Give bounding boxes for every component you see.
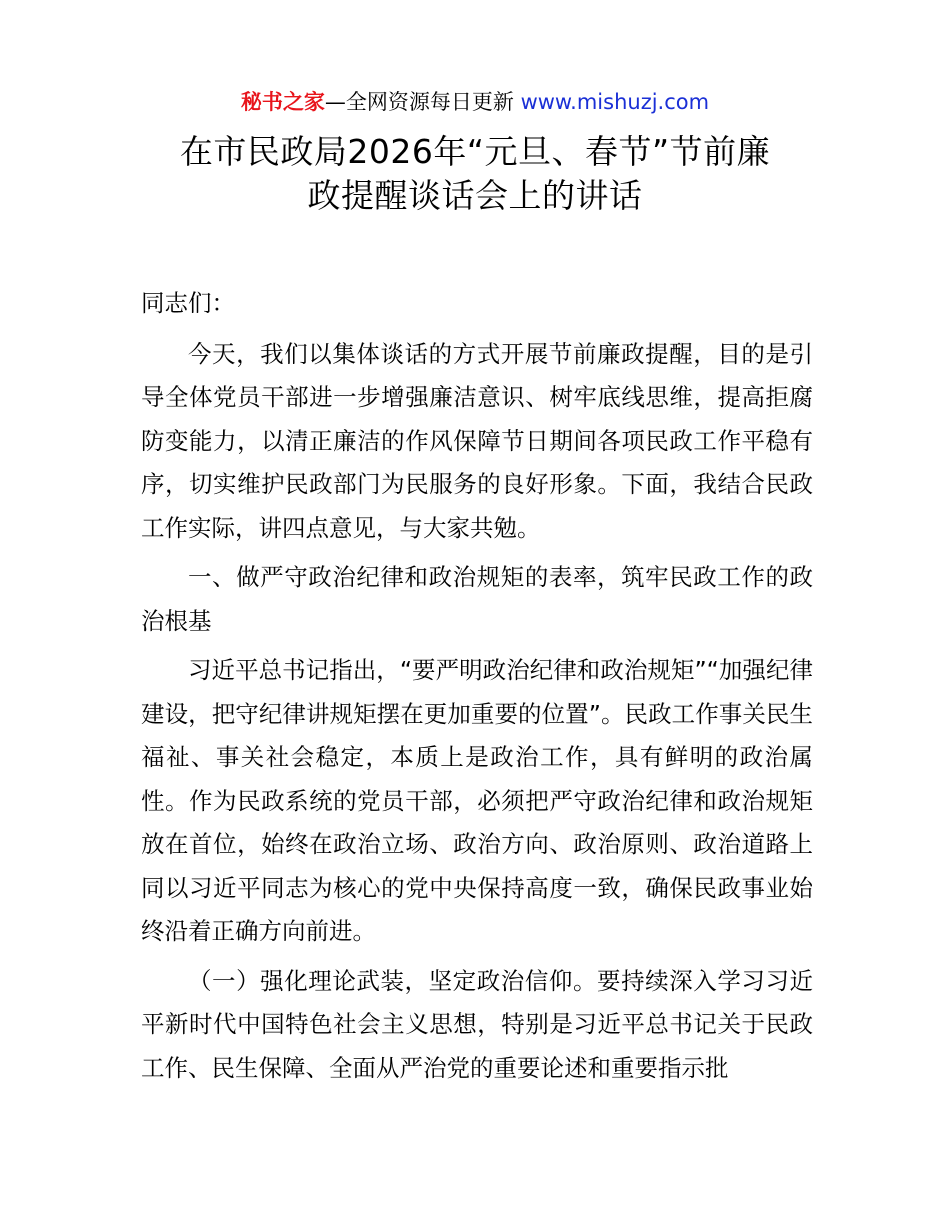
site-url-link[interactable]: www.mishuzj.com: [520, 90, 710, 114]
paragraph-section-1: 习近平总书记指出，“要严明政治纪律和政治规矩”“加强纪律建设，把守纪律讲规矩摆在更加重要的位置”。民政工作事关民生福祉、事关社会稳定，本质上是政治工作，具有鲜明的政治属性。作为民政系统的党员干部，必须把严守政治纪律和政治规矩放在首位，始终在政治立场、政治方向、政治原则、政治道路上同以习近平同志为核心的党中央保持高度一致，确保民政事业始终沿着正确方向前进。: [141, 656, 813, 945]
document-title: [120, 130, 830, 218]
title-line-1: 在市民政局2026年“元旦、春节”节前廉: [179, 132, 771, 171]
header-tagline: —全网资源每日更新: [324, 90, 521, 114]
salutation: 同志们：: [141, 289, 235, 317]
paragraph-intro: 今天，我们以集体谈话的方式开展节前廉政提醒，目的是引导全体党员干部进一步增强廉洁意识、树牢底线思维，提高拒腐防变能力，以清正廉洁的作风保障节日期间各项民政工作平稳有序，切实维护民政部门为民服务的良好形象。下面，我结合民政工作实际，讲四点意见，与大家共勉。: [141, 339, 813, 542]
paragraph-subsection-1: （一）强化理论武装，坚定政治信仰。要持续深入学习习近平新时代中国特色社会主义思想，特别是习近平总书记关于民政工作、民生保障、全面从严治党的重要论述和重要指示批: [141, 966, 813, 1082]
site-header: [0, 88, 950, 116]
brand-name: 秘书之家: [240, 90, 325, 114]
section-heading-1: 一、做严守政治纪律和政治规矩的表率，筑牢民政工作的政治根基: [141, 563, 813, 635]
title-line-2: 政提醒谈话会上的讲话: [307, 176, 643, 215]
document-body: [141, 282, 813, 1096]
